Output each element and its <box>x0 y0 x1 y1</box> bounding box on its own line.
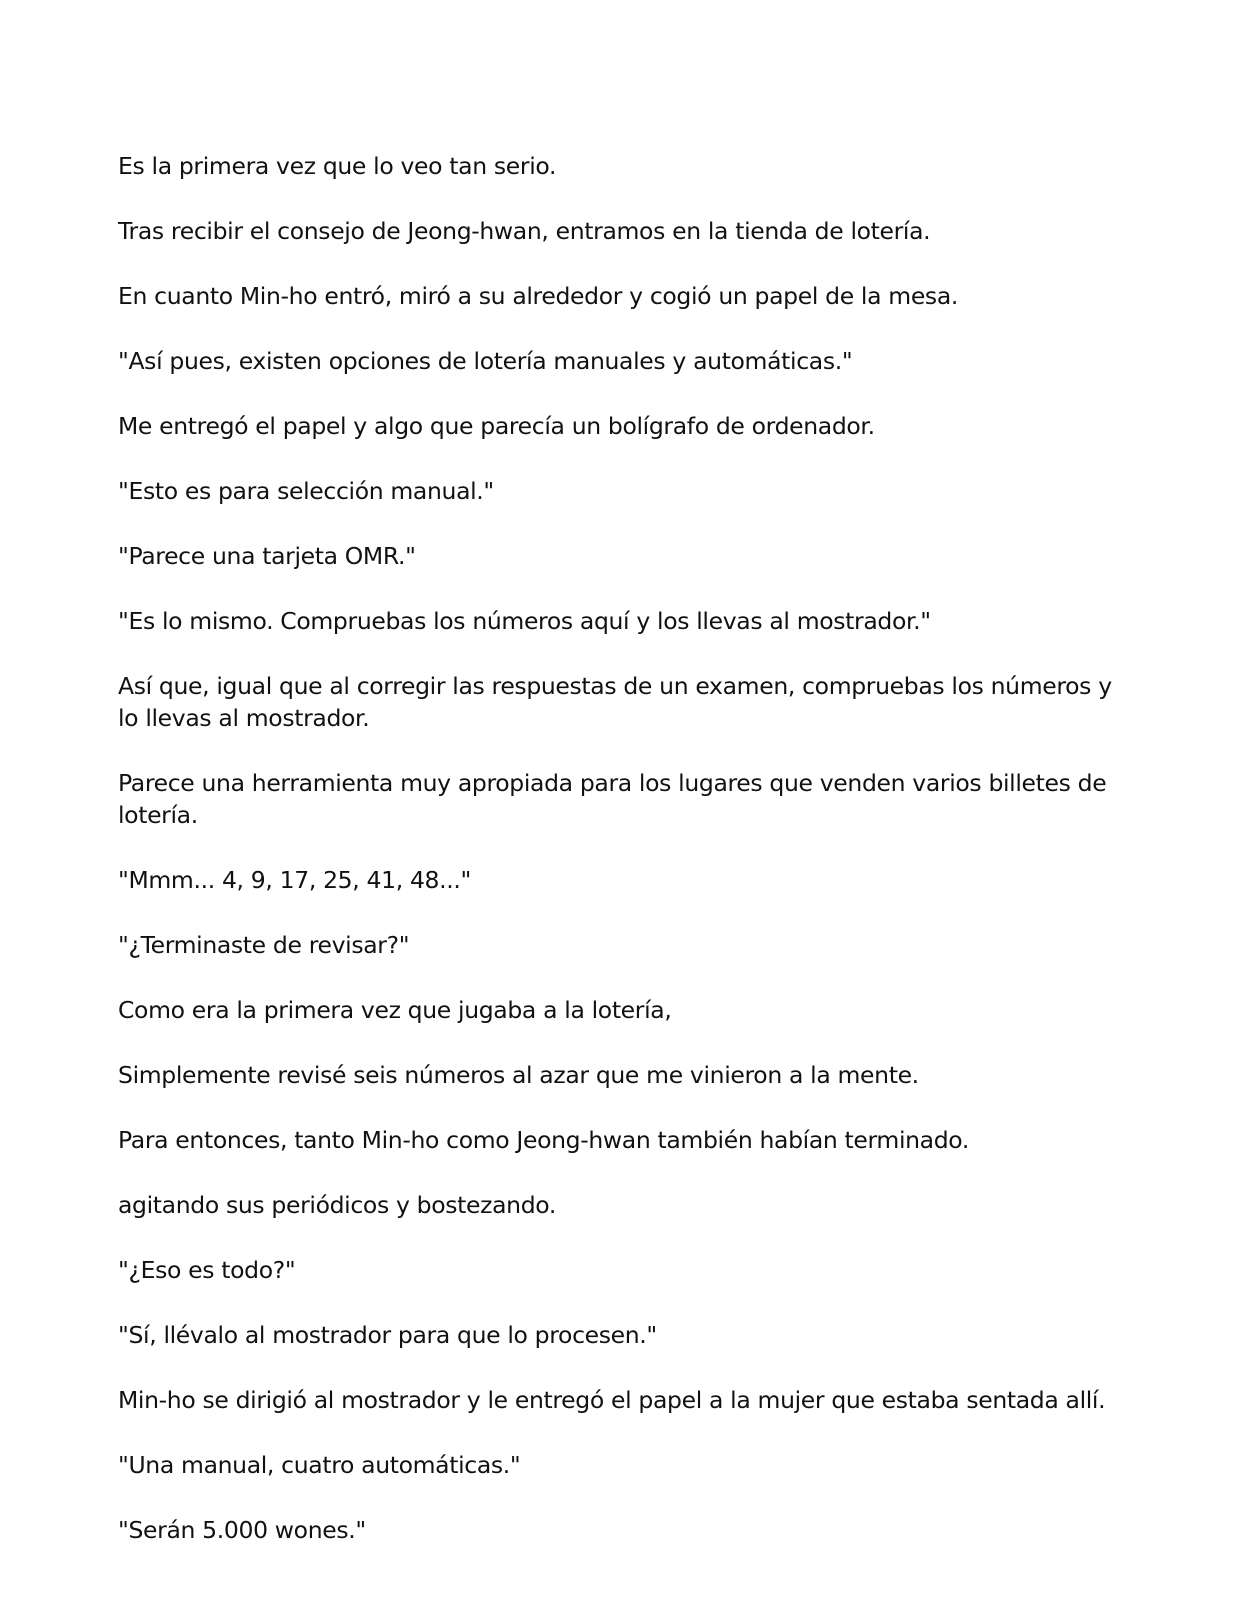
paragraph: "Es lo mismo. Compruebas los números aquí y los llevas al mostrador." <box>118 607 931 635</box>
document-body <box>118 150 1128 1579</box>
paragraph: agitando sus periódicos y bostezando. <box>118 1191 556 1219</box>
paragraph: Me entregó el papel y algo que parecía un bolígrafo de ordenador. <box>118 412 875 440</box>
paragraph: "¿Terminaste de revisar?" <box>118 931 410 959</box>
paragraph: "Parece una tarjeta OMR." <box>118 542 416 570</box>
paragraph: Tras recibir el consejo de Jeong-hwan, entramos en la tienda de lotería. <box>118 217 931 245</box>
paragraph: En cuanto Min-ho entró, miró a su alrededor y cogió un papel de la mesa. <box>118 282 958 310</box>
paragraph: "¿Eso es todo?" <box>118 1256 296 1284</box>
paragraph: Así que, igual que al corregir las respuestas de un examen, compruebas los números y lo llevas al mostrador. <box>118 672 1112 732</box>
paragraph: "Sí, llévalo al mostrador para que lo procesen." <box>118 1321 657 1349</box>
paragraph: Para entonces, tanto Min-ho como Jeong-hwan también habían terminado. <box>118 1126 970 1154</box>
paragraph: "Esto es para selección manual." <box>118 477 494 505</box>
paragraph: Min-ho se dirigió al mostrador y le entregó el papel a la mujer que estaba sentada allí. <box>118 1386 1106 1414</box>
paragraph: "Así pues, existen opciones de lotería manuales y automáticas." <box>118 347 853 375</box>
paragraph: Parece una herramienta muy apropiada para los lugares que venden varios billetes de lotería. <box>118 769 1107 829</box>
paragraph: Simplemente revisé seis números al azar que me vinieron a la mente. <box>118 1061 919 1089</box>
paragraph: "Una manual, cuatro automáticas." <box>118 1451 521 1479</box>
paragraph: Como era la primera vez que jugaba a la lotería, <box>118 996 672 1024</box>
paragraph: "Mmm... 4, 9, 17, 25, 41, 48..." <box>118 866 471 894</box>
paragraph: Es la primera vez que lo veo tan serio. <box>118 152 557 180</box>
paragraph: "Serán 5.000 wones." <box>118 1516 366 1544</box>
